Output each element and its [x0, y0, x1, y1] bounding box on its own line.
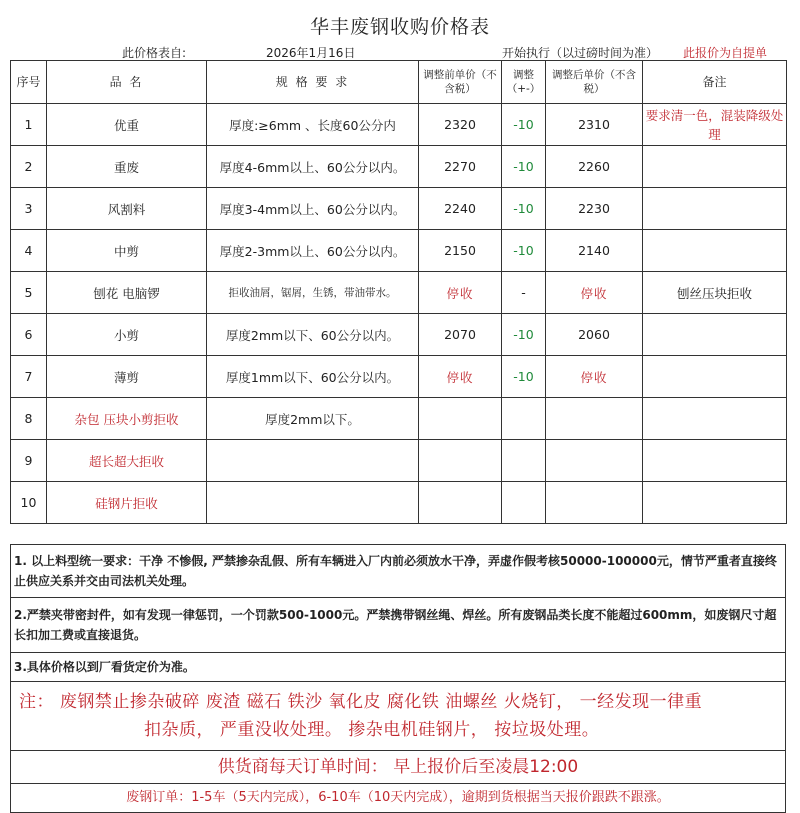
row-name: 刨花 电脑锣	[47, 272, 207, 314]
row-name: 优重	[47, 104, 207, 146]
row-after: 停收	[546, 356, 643, 398]
row-spec: 厚度2mm以下、60公分以内。	[207, 314, 419, 356]
row-name: 中剪	[47, 230, 207, 272]
row-seq: 3	[11, 188, 47, 230]
row-seq: 4	[11, 230, 47, 272]
row-remark	[643, 314, 787, 356]
row-after: 2310	[546, 104, 643, 146]
table-row	[11, 482, 787, 524]
table-row	[11, 188, 787, 230]
warning-line-2: 扣杂质， 严重没收处理。 掺杂电机硅钢片， 按垃圾处理。	[144, 720, 600, 740]
row-seq: 8	[11, 398, 47, 440]
row-spec	[207, 482, 419, 524]
table-row	[11, 356, 787, 398]
note-seals: 2.严禁夹带密封件，如有发现一律惩罚，一个罚款500-1000元。严禁携带钢丝绳、焊丝。所有废钢品类长度不能超过600mm，如废钢尺寸超长扣加工费或直接退货。	[11, 598, 786, 653]
row-name: 薄剪	[47, 356, 207, 398]
row-spec	[207, 440, 419, 482]
col-before-price: 调整前单价（不含税）	[419, 61, 502, 104]
table-header-row	[11, 61, 787, 104]
table-row	[11, 230, 787, 272]
row-remark: 要求清一色，混装降级处理	[643, 104, 787, 146]
row-before: 2320	[419, 104, 502, 146]
row-seq: 9	[11, 440, 47, 482]
table-row	[11, 440, 787, 482]
row-adjust	[502, 482, 546, 524]
row-seq: 5	[11, 272, 47, 314]
notes-table	[10, 544, 786, 813]
row-seq: 1	[11, 104, 47, 146]
row-spec: 厚度:≥6mm 、长度60公分内	[207, 104, 419, 146]
row-before: 2070	[419, 314, 502, 356]
row-seq: 6	[11, 314, 47, 356]
row-after: 停收	[546, 272, 643, 314]
warning-line-1: 注： 废钢禁止掺杂破碎 废渣 磁石 铁沙 氧化皮 腐化铁 油螺丝 火烧钉， 一经发现一律重	[19, 692, 703, 712]
row-seq: 7	[11, 356, 47, 398]
row-before	[419, 440, 502, 482]
row-before: 2270	[419, 146, 502, 188]
price-table	[10, 60, 787, 524]
note-cleanliness: 1. 以上料型统一要求：干净 不惨假, 严禁掺杂乱假、所有车辆进入厂内前必须放水干净，弄虚作假考核50000-100000元，情节严重者直接终止供应关系并交由司法机关处理。	[11, 545, 786, 598]
row-after: 2060	[546, 314, 643, 356]
row-name: 硅钢片拒收	[47, 482, 207, 524]
row-spec: 厚度1mm以下、60公分以内。	[207, 356, 419, 398]
row-after	[546, 440, 643, 482]
col-adjust: 调整（+-）	[502, 61, 546, 104]
warning-note	[11, 682, 786, 751]
row-before	[419, 398, 502, 440]
row-name: 小剪	[47, 314, 207, 356]
row-after: 2230	[546, 188, 643, 230]
row-remark	[643, 482, 787, 524]
order-rule: 废钢订单：1-5车（5天内完成），6-10车（10天内完成），逾期到货根据当天报价跟跌不跟涨。	[11, 784, 786, 813]
row-adjust	[502, 440, 546, 482]
row-seq: 2	[11, 146, 47, 188]
row-spec: 厚度2-3mm以上、60公分以内。	[207, 230, 419, 272]
note-pricing: 3.具体价格以到厂看货定价为准。	[11, 653, 786, 682]
row-spec: 厚度4-6mm以上、60公分以内。	[207, 146, 419, 188]
row-remark	[643, 230, 787, 272]
order-time: 供货商每天订单时间： 早上报价后至凌晨12:00	[11, 751, 786, 784]
table-row	[11, 314, 787, 356]
row-after: 2140	[546, 230, 643, 272]
page-title: 华丰废钢收购价格表	[309, 16, 490, 38]
row-adjust: -10	[502, 314, 546, 356]
table-row	[11, 146, 787, 188]
row-remark	[643, 440, 787, 482]
row-spec: 拒收油屑，锯屑，生锈，带油带水。	[207, 272, 419, 314]
row-remark	[643, 146, 787, 188]
table-row	[11, 398, 787, 440]
row-name: 重废	[47, 146, 207, 188]
row-before: 停收	[419, 272, 502, 314]
row-after: 2260	[546, 146, 643, 188]
row-adjust	[502, 398, 546, 440]
row-seq: 10	[11, 482, 47, 524]
row-before	[419, 482, 502, 524]
row-remark	[643, 356, 787, 398]
col-after-price: 调整后单价（不含税）	[546, 61, 643, 104]
self-pickup-note: 此报价为自提单	[683, 46, 768, 60]
row-remark	[643, 188, 787, 230]
row-adjust: -	[502, 272, 546, 314]
col-remark: 备注	[643, 61, 787, 104]
row-before: 2150	[419, 230, 502, 272]
row-adjust: -10	[502, 146, 546, 188]
row-remark: 刨丝压块拒收	[643, 272, 787, 314]
table-row	[11, 272, 787, 314]
col-spec: 规 格 要 求	[207, 61, 419, 104]
row-spec: 厚度3-4mm以上、60公分以内。	[207, 188, 419, 230]
row-name: 超长超大拒收	[47, 440, 207, 482]
col-seq: 序号	[11, 61, 47, 104]
row-spec: 厚度2mm以下。	[207, 398, 419, 440]
row-after	[546, 482, 643, 524]
col-name: 品 名	[47, 61, 207, 104]
table-row	[11, 104, 787, 146]
row-adjust: -10	[502, 104, 546, 146]
start-text: 开始执行（以过磅时间为准）	[502, 46, 659, 60]
row-remark	[643, 398, 787, 440]
effective-label: 此价格表自:	[122, 46, 187, 60]
row-before: 停收	[419, 356, 502, 398]
row-adjust: -10	[502, 356, 546, 398]
effective-date: 2026年1月16日	[266, 46, 356, 60]
row-adjust: -10	[502, 230, 546, 272]
row-adjust: -10	[502, 188, 546, 230]
row-name: 风割料	[47, 188, 207, 230]
row-after	[546, 398, 643, 440]
row-before: 2240	[419, 188, 502, 230]
row-name: 杂包 压块小剪拒收	[47, 398, 207, 440]
